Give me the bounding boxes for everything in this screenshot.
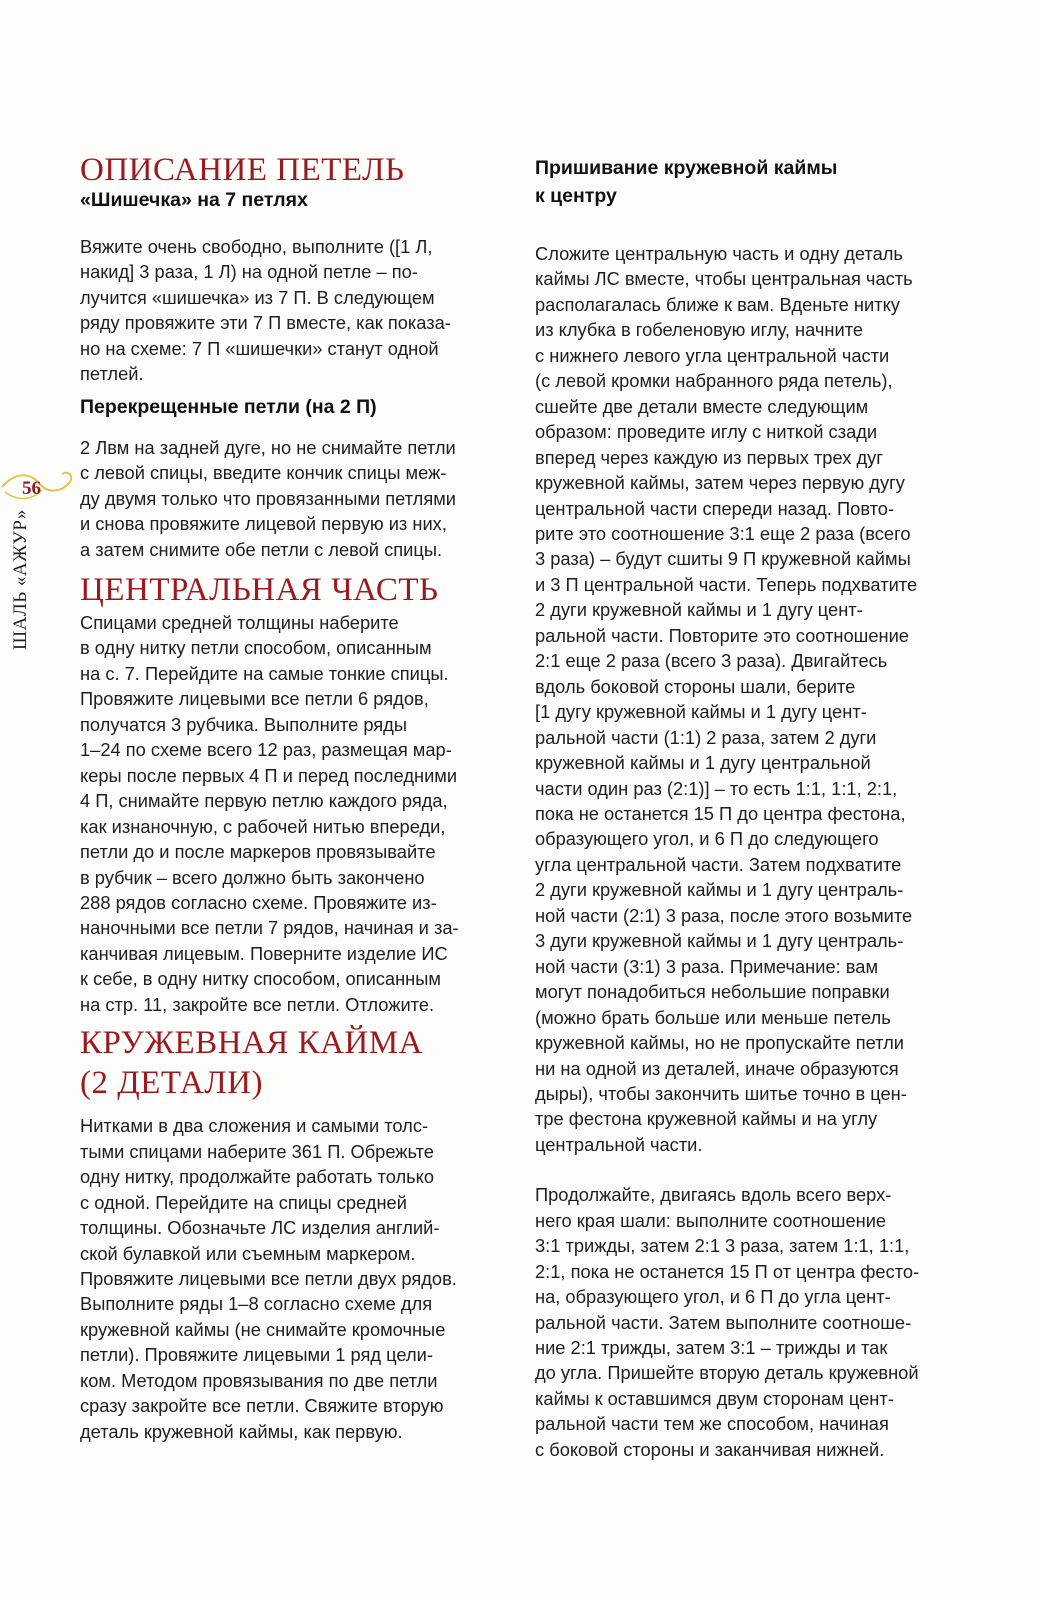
text-line: 4 П, снимайте первую петлю каждого ряда,	[80, 790, 448, 812]
paragraph-central-part	[80, 610, 459, 1017]
text-line: 3 дуги кружевной каймы и 1 дугу централь-	[535, 930, 904, 952]
text-line: ральной части (1:1) 2 раза, затем 2 дуги	[535, 726, 877, 748]
text-line: на с. 7. Перейдите на самые тонкие спицы.	[80, 662, 449, 684]
text-line: с нижнего левого угла центральной части	[535, 344, 890, 366]
text-line: пока не останется 15 П до центра фестона,	[535, 802, 906, 824]
text-line: каймы ЛС вместе, чтобы центральная часть	[535, 268, 913, 290]
text-line: ни на одной из деталей, иначе образуются	[535, 1057, 899, 1079]
text-line: 1–24 по схеме всего 12 раз, размещая мар-	[80, 739, 452, 761]
paragraph-sewing-border	[535, 241, 919, 1157]
text-line: ду двумя только что провязанными петлями	[80, 487, 457, 509]
text-line: на, образующего угол, и 6 П до угла цент-	[535, 1286, 891, 1308]
text-line: тре фестона кружевной каймы и на углу	[535, 1108, 878, 1130]
text-line: тыми спицами наберите 361 П. Обрежьте	[80, 1140, 434, 1162]
text-line: 2 дуги кружевной каймы и 1 дугу централь-	[535, 879, 904, 901]
text-line: 3 раза) – будут сшиты 9 П кружевной каймы	[535, 548, 911, 570]
text-line: ральной части. Затем выполните соотноше-	[535, 1311, 912, 1333]
text-line: 3:1 трижды, затем 2:1 3 раза, затем 1:1, 1:1,	[535, 1235, 910, 1257]
text-line: с левой спицы, введите кончик спицы меж-	[80, 462, 447, 484]
heading-stitch-description: ОПИСАНИЕ ПЕТЕЛЬ	[80, 152, 405, 188]
text-line: деталь кружевной каймы, как первую.	[80, 1420, 403, 1442]
text-line: ральной части тем же способом, начиная	[535, 1413, 889, 1435]
text-line: Провяжите лицевыми все петли двух рядов.	[80, 1267, 457, 1289]
text-line: получатся 3 рубчика. Выполните ряды	[80, 713, 407, 735]
text-line: ной части (3:1) 3 раза. Примечание: вам	[535, 955, 879, 977]
text-line: сразу закройте все петли. Свяжите вторую	[80, 1395, 444, 1417]
text-line: петлей.	[80, 363, 144, 385]
text-line: в рубчик – всего должно быть закончено	[80, 866, 425, 888]
text-line: образующего угол, и 6 П до следующего	[535, 828, 879, 850]
paragraph-bobble	[80, 234, 459, 387]
paragraph-lace-border	[80, 1113, 459, 1444]
text-line: Выполните ряды 1–8 согласно схеме для	[80, 1293, 433, 1315]
text-line: к себе, в одну нитку способом, описанным	[80, 968, 441, 990]
text-line: него края шали: выполните соотношение	[535, 1209, 887, 1231]
text-line: (можно брать больше или меньше петель	[535, 1006, 891, 1028]
text-line: 2:1 еще 2 раза (всего 3 раза). Двигайтесь	[535, 650, 888, 672]
heading-lace-border-parts: (2 ДЕТАЛИ)	[80, 1065, 263, 1102]
text-line: наночными все петли 7 рядов, начиная и за-	[80, 917, 459, 939]
text-line: дыры), чтобы закончить шитье точно в цен-	[535, 1082, 907, 1104]
heading-central-part: ЦЕНТРАЛЬНАЯ ЧАСТЬ	[80, 571, 439, 608]
subheading-bobble: «Шишечка» на 7 петлях	[80, 189, 308, 211]
text-line: лучится «шишечка» из 7 П. В следующем	[80, 286, 435, 308]
text-line: [1 дугу кружевной каймы и 1 дугу цент-	[535, 701, 867, 723]
text-line: 288 рядов согласно схеме. Провяжите из-	[80, 891, 437, 913]
text-line: ние 2:1 трижды, затем 3:1 – трижды и так	[535, 1337, 888, 1359]
text-line: кружевной каймы (не снимайте кромочные	[80, 1318, 446, 1340]
text-line: центральной части.	[535, 1133, 703, 1155]
page-number: 56	[22, 478, 41, 499]
text-line: каймы к оставшимся двум сторонам цент-	[535, 1387, 894, 1409]
text-line: с боковой стороны и заканчивая нижней.	[535, 1438, 885, 1460]
text-line: толщины. Обозначьте ЛС изделия англий-	[80, 1217, 440, 1239]
text-line: ральной части. Повторите это соотношение	[535, 624, 909, 646]
left-column	[80, 150, 459, 1444]
text-line: 2 дуги кружевной каймы и 1 дугу цент-	[535, 599, 863, 621]
text-line: из клубка в гобеленовую иглу, начните	[535, 319, 864, 341]
text-line: ной части (2:1) 3 раза, после этого возьмите	[535, 904, 913, 926]
text-line: керы после первых 4 П и перед последними	[80, 764, 458, 786]
text-line: вдоль боковой стороны шали, берите	[535, 675, 856, 697]
text-line: вперед через каждую из первых трех дуг	[535, 446, 883, 468]
text-line: с одной. Перейдите на спицы средней	[80, 1191, 407, 1213]
text-line: и снова провяжите лицевой первую из них,	[80, 513, 447, 535]
text-line: Вяжите очень свободно, выполните ([1 Л,	[80, 236, 433, 257]
subheading-crossed-stitches: Перекрещенные петли (на 2 П)	[80, 395, 377, 418]
text-line: на стр. 11, закройте все петли. Отложите.	[80, 993, 435, 1015]
text-line: ряду провяжите эти 7 П вместе, как показа-	[80, 312, 451, 334]
text-line: 2 Лвм на задней дуге, но не снимайте петли	[80, 436, 456, 458]
text-line: Нитками в два сложения и самыми толс-	[80, 1115, 429, 1137]
text-line: кружевной каймы, но не пропускайте петли	[535, 1032, 905, 1054]
text-line: Сложите центральную часть и одну деталь	[535, 243, 903, 264]
text-line: центральной части спереди назад. Повто-	[535, 497, 895, 519]
paragraph-crossed-stitches	[80, 435, 459, 562]
heading-lace-border: КРУЖЕВНАЯ КАЙМА	[80, 1025, 423, 1062]
text-line: к центру	[535, 185, 617, 207]
text-line: сшейте две детали вместе следующим	[535, 395, 869, 417]
text-line: канчивая лицевым. Поверните изделие ИС	[80, 942, 448, 964]
text-line: в одну нитку петли способом, описанным	[80, 637, 432, 659]
text-line: Пришивание кружевной каймы	[535, 157, 838, 179]
text-line: части один раз (2:1)] – то есть 1:1, 1:1, 2:1,	[535, 777, 898, 799]
text-line: ком. Методом провязывания по две петли	[80, 1369, 438, 1391]
text-line: но на схеме: 7 П «шишечки» станут одной	[80, 337, 439, 359]
text-line: могут понадобиться небольшие поправки	[535, 981, 890, 1003]
text-line: петли). Провяжите лицевыми 1 ряд цели-	[80, 1344, 433, 1366]
text-line: кружевной каймы, затем через первую дугу	[535, 472, 905, 494]
text-line: а затем снимите обе петли с левой спицы.	[80, 538, 443, 560]
text-line: кружевной каймы и 1 дугу центральной	[535, 752, 871, 774]
subheading-sewing-border	[535, 154, 919, 210]
text-line: угла центральной части. Затем подхватите	[535, 853, 902, 875]
running-title: ШАЛЬ «АЖУР»	[10, 509, 31, 650]
right-column	[535, 154, 919, 1462]
text-line: Провяжите лицевыми все петли 6 рядов,	[80, 688, 429, 710]
text-line: петли до и после маркеров провязывайте	[80, 841, 436, 863]
text-line: Продолжайте, двигаясь вдоль всего верх-	[535, 1184, 892, 1206]
text-line: до угла. Пришейте вторую деталь кружевной	[535, 1362, 919, 1384]
text-line: располагалась ближе к вам. Вденьте нитку	[535, 293, 900, 315]
text-line: (с левой кромки набранного ряда петель),	[535, 370, 893, 392]
text-line: 2:1, пока не останется 15 П от центра фесто-	[535, 1260, 920, 1282]
text-line: ской булавкой или съемным маркером.	[80, 1242, 416, 1264]
text-line: рите это соотношение 3:1 еще 2 раза (всего	[535, 522, 911, 544]
text-line: как изнаночную, с рабочей нитью впереди,	[80, 815, 446, 837]
text-line: и 3 П центральной части. Теперь подхватите	[535, 573, 918, 595]
text-line: одну нитку, продолжайте работать только	[80, 1166, 435, 1188]
text-line: образом: проведите иглу с ниткой сзади	[535, 421, 878, 443]
text-line: накид] 3 раза, 1 Л) на одной петле – по-	[80, 261, 418, 283]
text-line: Спицами средней толщины наберите	[80, 611, 399, 633]
paragraph-continue-sewing	[535, 1182, 919, 1462]
